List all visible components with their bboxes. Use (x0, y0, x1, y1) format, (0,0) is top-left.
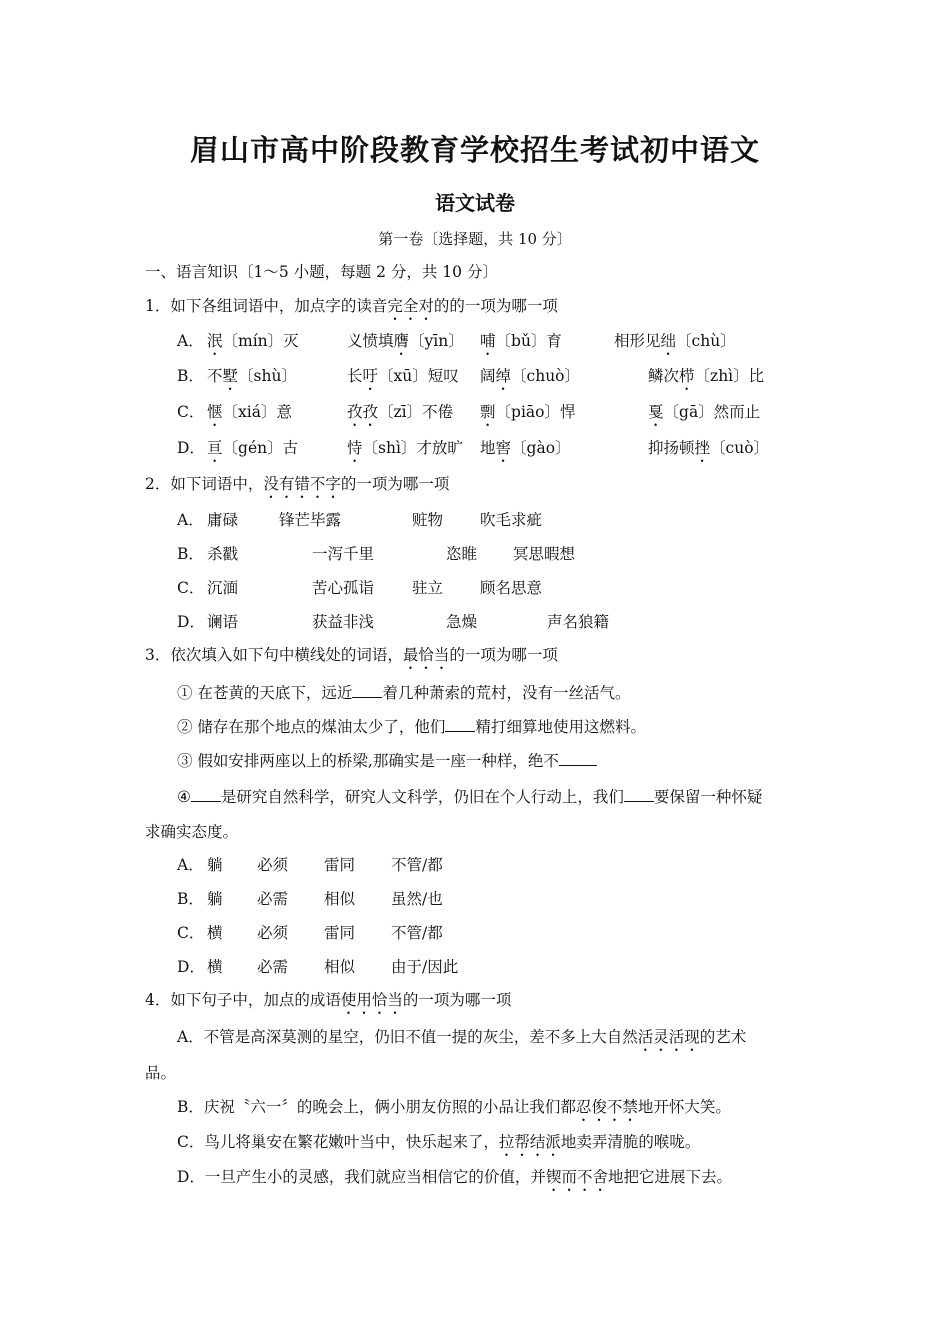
q3-word: 必需 (257, 958, 289, 976)
q2-word: 谰语 (207, 613, 239, 631)
option-label: A． (177, 511, 204, 529)
q3-word: 必须 (257, 924, 289, 942)
q3-word: 横 (207, 958, 223, 976)
q2-word: 一泻千里 (312, 545, 375, 563)
fill-blank (352, 683, 382, 698)
q1-b-word-2: 长吁〔xū〕短叹 (347, 367, 459, 385)
q1-d-word-4: 抑扬顿挫〔cuò〕 (648, 439, 770, 457)
option-label: A． (177, 332, 204, 350)
page-subtitle: 语文试卷 (435, 191, 515, 215)
fill-blank (191, 787, 221, 802)
question-1-stem (145, 296, 558, 324)
q1-c-word-3: 剽〔piāo〕悍 (480, 403, 576, 421)
q3-sentence-1: ① 在苍黄的天底下，远近 着几种萧索的荒村，没有一丝活气。 (177, 684, 631, 702)
q3-word: 横 (207, 924, 223, 942)
q2-word: 声名狼籍 (547, 613, 610, 631)
q4-option-a-cont: 品。 (145, 1064, 177, 1082)
q1-a-word-1: 泯〔mín〕灭 (207, 332, 299, 350)
q2-word: 急燥 (446, 613, 478, 631)
option-label: C． (177, 579, 205, 597)
q1-c-word-1: 惬〔xiá〕意 (207, 403, 292, 421)
q3-word: 雷同 (324, 856, 356, 874)
q2-word: 赃物 (412, 511, 444, 529)
q1-b-word-1: 不墅〔shù〕 (207, 367, 297, 385)
part-heading: 第一卷〔选择题，共 10 分〕 (378, 230, 572, 248)
option-label: D． (177, 958, 205, 976)
q1-b-word-3: 阔绰〔chuò〕 (480, 367, 581, 385)
q3-word: 雷同 (324, 924, 356, 942)
q3-word: 由于/因此 (391, 958, 459, 976)
option-label: B． (177, 545, 204, 563)
q3-sentence-4-cont: 求确实态度。 (145, 823, 239, 841)
q2-word: 顾名思意 (480, 579, 543, 597)
question-3-stem: 3．依次填入如下句中横线处的词语，最恰当的一项为哪一项 (145, 646, 558, 664)
q3-word: 必须 (257, 856, 289, 874)
q2-word: 吹毛求疵 (480, 511, 543, 529)
option-label: D． (177, 439, 205, 457)
section-heading: 一、语言知识〔1～5 小题，每题 2 分，共 10 分〕 (145, 263, 498, 281)
q2-word: 恣睢 (446, 545, 478, 563)
q2-word: 庸碌 (207, 511, 239, 529)
q3-sentence-2: ② 储存在那个地点的煤油太少了，他们 精打细算地使用这燃料。 (177, 718, 646, 736)
q1-stem-text: 1．如下各组词语中，加点字的读音 (145, 297, 388, 315)
q3-word: 躺 (207, 856, 223, 874)
q2-word: 锋芒毕露 (279, 511, 342, 529)
question-2-stem: 2．如下词语中，没有错不字的一项为哪一项 (145, 475, 450, 493)
q3-word: 相似 (324, 958, 356, 976)
option-label: B． (177, 890, 204, 908)
q1-stem-emphasis: 完全对 (387, 297, 434, 315)
q1-c-word-4: 戛〔gā〕然而止 (648, 403, 761, 421)
fill-blank (624, 787, 654, 802)
q3-sentence-3: ③ 假如安排两座以上的桥梁,那确实是一座一种样，绝不 (177, 751, 597, 771)
q1-c-word-2: 孜孜〔zī〕不倦 (347, 403, 454, 421)
q1-d-word-2: 恃〔shì〕才放旷 (347, 439, 463, 457)
q2-word: 获益非浅 (312, 613, 375, 631)
q2-word: 冥思暇想 (513, 545, 576, 563)
q3-sentence-4: ④ 是研究自然科学，研究人文科学，仍旧在个人行动上，我们 要保留一种怀疑 (177, 788, 763, 806)
q1-b-word-4: 鳞次栉〔zhì〕比 (648, 367, 765, 385)
q2-word: 苦心孤诣 (312, 579, 375, 597)
q3-word: 不管/都 (391, 856, 443, 874)
q4-option-c: C．鸟儿将巢安在繁花嫩叶当中，快乐起来了，拉帮结派地卖弄清脆的喉咙。 (177, 1133, 701, 1151)
option-label: A． (177, 856, 204, 874)
option-label: C． (177, 924, 205, 942)
q1-d-word-1: 亘〔gén〕古 (207, 439, 299, 457)
question-4-stem: 4．如下句子中，加点的成语使用恰当的一项为哪一项 (145, 991, 512, 1009)
q1-a-word-4: 相形见绌〔chù〕 (614, 332, 736, 350)
q3-word: 不管/都 (391, 924, 443, 942)
q1-d-word-3: 地窖〔gào〕 (480, 439, 571, 457)
page-title: 眉山市高中阶段教育学校招生考试初中语文 (189, 133, 760, 167)
q1-stem-text-end: 的的一项为哪一项 (433, 297, 558, 315)
q3-word: 相似 (324, 890, 356, 908)
q2-word: 驻立 (412, 579, 444, 597)
option-label: D． (177, 613, 205, 631)
q3-word: 躺 (207, 890, 223, 908)
option-label: C． (177, 403, 205, 421)
q4-option-d: D．一旦产生小的灵感，我们就应当相信它的价值，并锲而不舍地把它进展下去。 (177, 1168, 732, 1186)
fill-blank (559, 751, 597, 766)
option-label: B． (177, 367, 204, 385)
q2-word: 沉湎 (207, 579, 239, 597)
q3-word: 虽然/也 (391, 890, 443, 908)
q1-a-word-2: 义愤填膺〔yīn〕 (347, 332, 464, 350)
q3-word: 必需 (257, 890, 289, 908)
q2-word: 杀戳 (207, 545, 239, 563)
q4-option-a: A．不管是高深莫测的星空，仍旧不值一提的灰尘，差不多上大自然活灵活现的艺术 (177, 1028, 747, 1046)
q1-a-word-3: 哺〔bǔ〕育 (480, 332, 562, 350)
q4-option-b: B．庆祝〝六一〞的晚会上，俩小朋友仿照的小品让我们都忍俊不禁地开怀大笑。 (177, 1098, 731, 1116)
fill-blank (445, 717, 475, 732)
